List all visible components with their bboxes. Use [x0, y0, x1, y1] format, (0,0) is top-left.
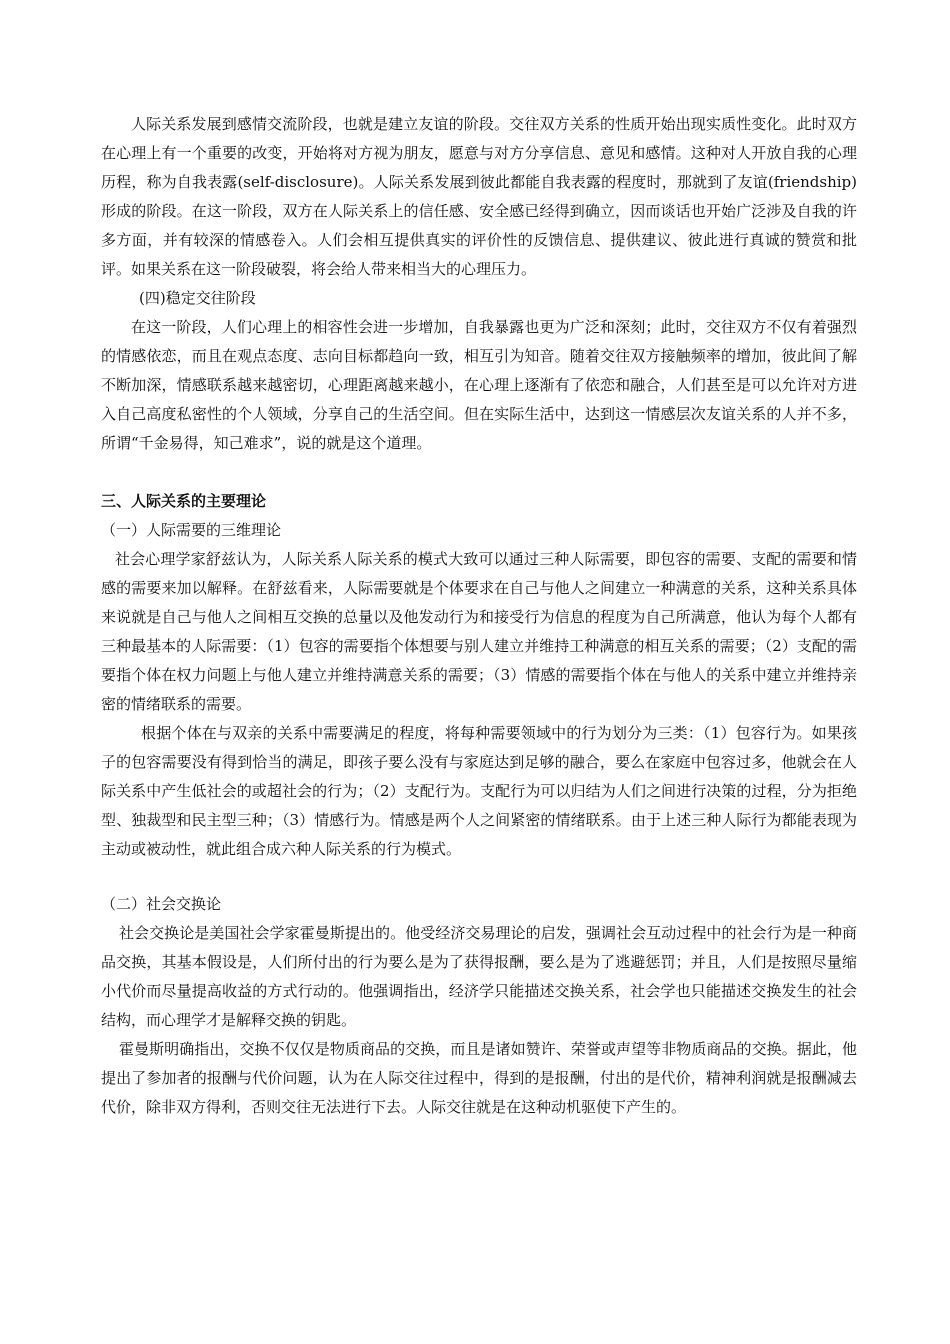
- theory-one-paragraph-2: 根据个体在与双亲的关系中需要满足的程度，将每种需要领域中的行为划分为三类：（1）包容行为。如果孩子的包容需要没有得到恰当的满足，即孩子要么没有与家庭达到足够的融合，要么在家庭中包容过多，他就会在人际关系中产生低社会的或超社会的行为；（2）支配行为。支配行为可以归结为人们之间进行决策的过程，分为拒绝型、独裁型和民主型三种；（3）情感行为。情感是两个人之间紧密的情绪联系。由于上述三种人际行为都能表现为主动或被动性，就此组合成六种人际关系的行为模式。: [101, 724, 857, 858]
- document-page: [101, 110, 857, 1122]
- section-spacer: [101, 864, 857, 890]
- theory-one-title: （一）人际需要的三维理论: [101, 521, 282, 539]
- theory-two-title: （二）社会交换论: [101, 895, 222, 913]
- section-spacer: [101, 458, 857, 487]
- friendship-stage-paragraph: 人际关系发展到感情交流阶段，也就是建立友谊的阶段。交往双方关系的性质开始出现实质性变化。此时双方在心理上有一个重要的改变，开始将对方视为朋友，愿意与对方分享信息、意见和感情。这种对人开放自我的心理历程，称为自我表露(self-disclosure)。人际关系发展到彼此都能自我表露的程度时，那就到了友谊(friendship)形成的阶段。在这一阶段，双方在人际关系上的信任感、安全感已经得到确立，因而谈话也开始广泛涉及自我的许多方面，并有较深的情感卷入。人们会相互提供真实的评价性的反馈信息、提供建议、彼此进行真诚的赞赏和批评。如果关系在这一阶段破裂，将会给人带来相当大的心理压力。: [101, 115, 857, 278]
- theory-one-paragraph-1: 社会心理学家舒兹认为，人际关系人际关系的模式大致可以通过三种人际需要，即包容的需要、支配的需要和情感的需要来加以解释。在舒兹看来，人际需要就是个体要求在自己与他人之间建立一种满意的关系，这种关系具体来说就是自己与他人之间相互交换的总量以及他发动行为和接受行为信息的程度为自己所满意，他认为每个人都有三种最基本的人际需要：（1）包容的需要指个体想要与别人建立并维持工种满意的相互关系的需要；（2）支配的需要指个体在权力问题上与他人建立并维持满意关系的需要；（3）情感的需要指个体在与他人的关系中建立并维持亲密的情绪联系的需要。: [101, 550, 857, 713]
- theory-two-paragraph-2: 霍曼斯明确指出，交换不仅仅是物质商品的交换，而且是诸如赞许、荣誉或声望等非物质商品的交换。据此，他提出了参加者的报酬与代价问题，认为在人际交往过程中，得到的是报酬，付出的是代价，精神利润就是报酬减去代价，除非双方得利，否则交往无法进行下去。人际交往就是在这种动机驱使下产生的。: [101, 1040, 857, 1116]
- stable-stage-title: (四)稳定交往阶段: [139, 289, 256, 307]
- stable-stage-paragraph: 在这一阶段，人们心理上的相容性会进一步增加，自我暴露也更为广泛和深刻；此时，交往双方不仅有着强烈的情感依恋，而且在观点态度、志向目标都趋向一致，相互引为知音。随着交往双方接触频率的增加，彼此间了解不断加深，情感联系越来越密切，心理距离越来越小，在心理上逐渐有了依恋和融合，人们甚至是可以允许对方进入自己高度私密性的个人领域，分享自己的生活空间。但在实际生活中，达到这一情感层次友谊关系的人并不多，所谓“千金易得，知己难求”，说的就是这个道理。: [101, 318, 857, 452]
- theory-two-paragraph-1: 社会交换论是美国社会学家霍曼斯提出的。他受经济交易理论的启发，强调社会互动过程中的社会行为是一种商品交换，其基本假设是，人们所付出的行为要么是为了获得报酬，要么是为了逃避惩罚；并且，人们是按照尽量缩小代价而尽量提高收益的方式行动的。他强调指出，经济学只能描述交换关系，社会学也只能描述交换发生的社会结构，而心理学才是解释交换的钥匙。: [101, 924, 857, 1029]
- section-three-heading: 三、人际关系的主要理论: [101, 492, 267, 510]
